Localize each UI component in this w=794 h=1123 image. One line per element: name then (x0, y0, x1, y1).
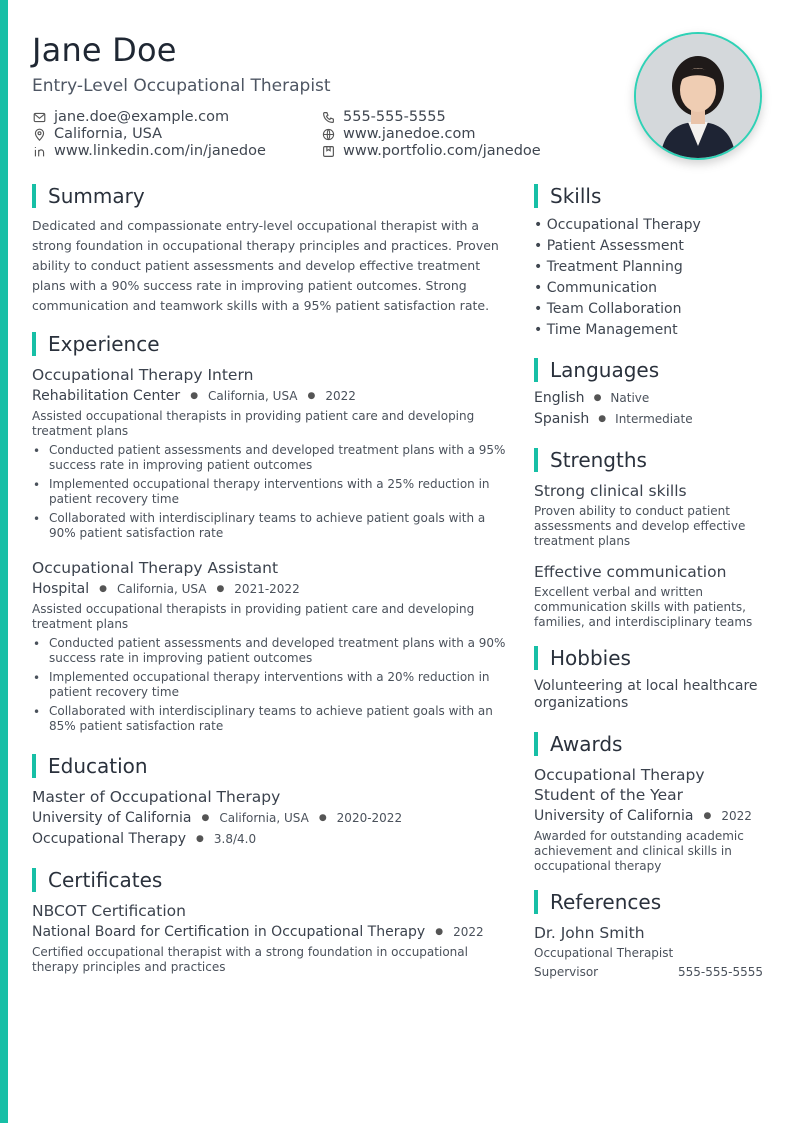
mail-icon (32, 110, 46, 124)
separator-dot: ● (307, 391, 316, 401)
linkedin-icon (32, 144, 46, 158)
job-dates: 2021-2022 (234, 582, 300, 596)
job-location: California, USA (116, 582, 207, 596)
skill-item: • Time Management (534, 322, 678, 338)
section-title: Strengths (550, 448, 647, 472)
hobby-text: Volunteering at local healthcare organizations (534, 678, 758, 711)
language-row (534, 390, 649, 406)
section-title: Languages (550, 358, 660, 382)
education-field-row (32, 831, 256, 847)
heading-accent (534, 184, 538, 208)
education-meta (32, 810, 402, 826)
separator-dot: ● (593, 393, 602, 403)
resume-header (32, 30, 632, 98)
strength-text: Excellent verbal and written communication skills with patients, families, and interdisciplinary teams (534, 585, 753, 629)
list-item: • Implemented occupational therapy interventions with a 25% reduction in patient recovery time (32, 477, 512, 507)
certificate-description: Certified occupational therapist with a strong foundation in occupational therapy principles and practices (32, 945, 468, 974)
award-year: 2022 (721, 809, 752, 823)
certificate-name: NBCOT Certification (32, 902, 186, 920)
bookmark-icon (321, 144, 335, 158)
job-meta (32, 581, 300, 597)
job-org: Hospital (32, 581, 90, 597)
website-text[interactable]: www.janedoe.com (343, 126, 476, 142)
heading-accent (534, 358, 538, 382)
job-dates: 2022 (325, 389, 356, 403)
section-skills-heading (534, 184, 601, 208)
award-title: Occupational Therapy Student of the Year (534, 766, 705, 804)
job-title: Occupational Therapy Intern (32, 366, 254, 384)
award-meta (534, 808, 752, 824)
skill-item: • Communication (534, 280, 658, 296)
accent-bar (0, 0, 8, 1123)
award-description: Awarded for outstanding academic achievement and clinical skills in occupational therapy (534, 829, 744, 873)
section-title: Summary (48, 184, 145, 208)
heading-accent (534, 890, 538, 914)
heading-accent (534, 646, 538, 670)
strength-title: Strong clinical skills (534, 482, 687, 500)
section-summary-heading (32, 184, 145, 208)
section-title: Experience (48, 332, 160, 356)
separator-dot: ● (598, 414, 607, 424)
section-awards-heading (534, 732, 622, 756)
list-item: • Implemented occupational therapy interventions with a 20% reduction in patient recovery time (32, 670, 512, 700)
degree-title: Master of Occupational Therapy (32, 788, 281, 806)
job-description: Assisted occupational therapists in providing patient care and developing treatment plans (32, 409, 475, 438)
school-location: California, USA (219, 811, 309, 825)
contact-location (32, 125, 162, 143)
job-org: Rehabilitation Center (32, 388, 181, 404)
separator-dot: ● (196, 834, 204, 844)
strength-text: Proven ability to conduct patient assessments and develop effective treatment plans (534, 504, 746, 548)
contact-linkedin[interactable] (32, 142, 266, 160)
contact-portfolio[interactable] (321, 142, 541, 160)
job-location: California, USA (208, 389, 298, 403)
section-languages-heading (534, 358, 659, 382)
skill-item: • Occupational Therapy (534, 217, 701, 233)
reference-name: Dr. John Smith (534, 924, 645, 942)
heading-accent (534, 732, 538, 756)
separator-dot: ● (435, 927, 444, 937)
section-hobbies-heading (534, 646, 631, 670)
contact-email[interactable] (32, 108, 229, 126)
section-title: Hobbies (550, 646, 631, 670)
section-title: References (550, 890, 662, 914)
school-name: University of California (32, 810, 192, 826)
summary-text: Dedicated and compassionate entry-level occupational therapist with a strong foundation in occupational therapy principles and practices. Proven ability to conduct patient assessments and develop effective treatment plans with a 90% success rate in improving patient outcomes. Strong communication and teamwork skills with a 95% patient satisfaction rate. (32, 218, 499, 313)
contact-website[interactable] (321, 125, 475, 143)
separator-dot: ● (318, 813, 327, 823)
job-title: Occupational Therapy Assistant (32, 559, 279, 577)
language-row (534, 411, 693, 427)
separator-dot: ● (201, 813, 210, 823)
reference-role: Occupational Therapist (534, 946, 674, 960)
skill-item: • Patient Assessment (534, 238, 684, 254)
certificate-meta (32, 924, 484, 940)
linkedin-text[interactable]: www.linkedin.com/in/janedoe (54, 143, 266, 159)
section-certificates-heading (32, 868, 162, 892)
profile-photo (634, 32, 762, 160)
gpa: 3.8/4.0 (213, 832, 257, 846)
phone-icon (321, 110, 335, 124)
list-item: • Collaborated with interdisciplinary teams to achieve patient goals with an 85% patient satisfaction rate (32, 704, 512, 734)
section-title: Awards (550, 732, 623, 756)
strength-title: Effective communication (534, 563, 727, 581)
separator-dot: ● (99, 584, 107, 594)
section-title: Education (48, 754, 148, 778)
section-title: Skills (550, 184, 602, 208)
section-strengths-heading (534, 448, 647, 472)
candidate-title: Entry-Level Occupational Therapist (32, 76, 331, 96)
heading-accent (32, 868, 36, 892)
language-name: Spanish (534, 411, 590, 427)
skill-item: • Team Collaboration (534, 301, 682, 317)
heading-accent (32, 184, 36, 208)
field-of-study: Occupational Therapy (32, 831, 187, 847)
language-level: Native (610, 391, 650, 405)
separator-dot: ● (190, 391, 199, 401)
email-text[interactable]: jane.doe@example.com (54, 109, 230, 125)
heading-accent (32, 754, 36, 778)
skill-item: • Treatment Planning (534, 259, 683, 275)
portfolio-text[interactable]: www.portfolio.com/janedoe (343, 143, 541, 159)
job-description: Assisted occupational therapists in providing patient care and developing treatment plans (32, 602, 475, 631)
job-bullets (32, 636, 512, 738)
language-level: Intermediate (615, 412, 693, 426)
section-references-heading (534, 890, 661, 914)
separator-dot: ● (216, 584, 225, 594)
certificate-year: 2022 (453, 925, 484, 939)
section-education-heading (32, 754, 148, 778)
skills-list (534, 215, 701, 341)
reference-phone[interactable]: 555-555-5555 (678, 965, 764, 979)
job-bullets (32, 443, 512, 545)
list-item: • Collaborated with interdisciplinary teams to achieve patient goals with a 90% patient satisfaction rate (32, 511, 512, 541)
list-item: • Conducted patient assessments and developed treatment plans with a 95% success rate in improving patient outcomes (32, 443, 512, 473)
contact-phone[interactable] (321, 108, 446, 126)
heading-accent (32, 332, 36, 356)
heading-accent (534, 448, 538, 472)
map-pin-icon (32, 127, 46, 141)
education-dates: 2020-2022 (336, 811, 403, 825)
certificate-issuer: National Board for Certification in Occupational Therapy (32, 924, 426, 940)
candidate-name: Jane Doe (32, 31, 177, 69)
separator-dot: ● (703, 811, 712, 821)
job-meta (32, 388, 356, 404)
location-text: California, USA (54, 126, 163, 142)
reference-relation: Supervisor (534, 965, 599, 979)
phone-text[interactable]: 555-555-5555 (343, 109, 446, 125)
globe-icon (321, 127, 335, 141)
list-item: • Conducted patient assessments and developed treatment plans with a 90% success rate in improving patient outcomes (32, 636, 512, 666)
award-org: University of California (534, 808, 694, 824)
section-experience-heading (32, 332, 160, 356)
section-title: Certificates (48, 868, 163, 892)
language-name: English (534, 390, 585, 406)
